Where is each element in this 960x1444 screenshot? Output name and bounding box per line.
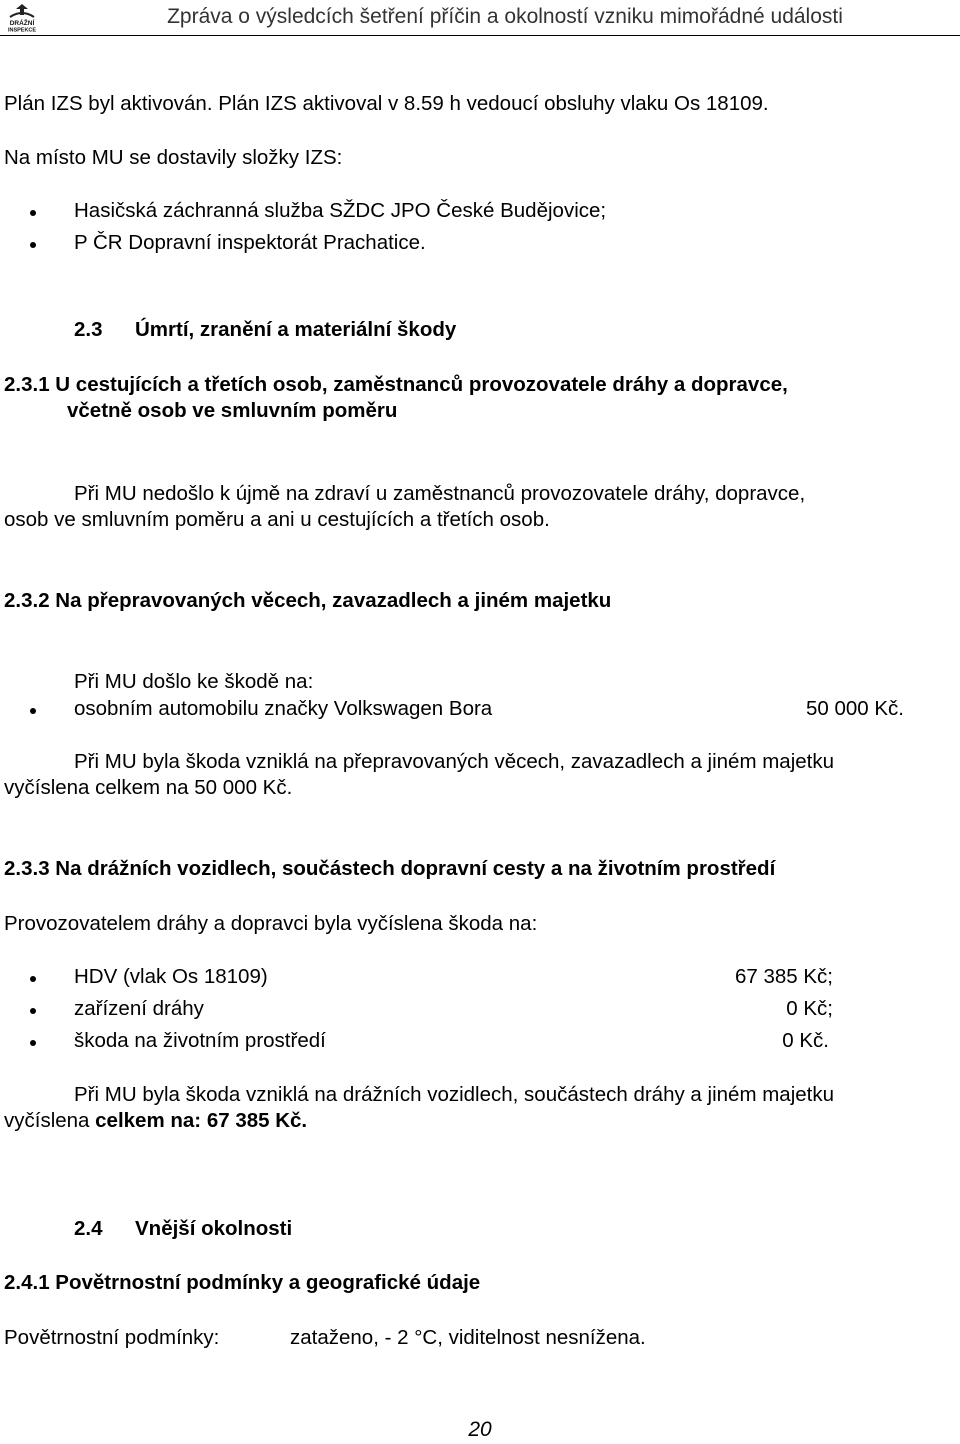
- section-2-3-1-heading-2: včetně osob ve smluvním poměru: [67, 399, 398, 422]
- para-2-prefix: vyčíslena: [4, 1109, 96, 1132]
- weather-value: zataženo, - 2 °C, viditelnost nesnížena.: [290, 1326, 646, 1349]
- intro-line-2: Na místo MU se dostavily složky IZS:: [4, 146, 343, 169]
- drazni-inspekce-logo-icon: [2, 3, 42, 33]
- logo-text-bottom: INSPEKCE: [7, 27, 37, 33]
- section-2-3-2-para-1: Při MU byla škoda vzniklá na přepravovaných věcech, zavazadlech a jiném majetku: [74, 750, 835, 773]
- bullet-icon: [30, 708, 36, 714]
- section-2-3-2-item-label: osobním automobilu značky Volkswagen Bora: [74, 697, 493, 720]
- section-2-4-number: 2.4: [74, 1217, 103, 1240]
- bullet-icon: [30, 210, 36, 216]
- damage-item-label: zařízení dráhy: [74, 997, 204, 1020]
- section-2-3-2-para-2: vyčíslena celkem na 50 000 Kč.: [4, 776, 293, 799]
- damage-item-value: 67 385 Kč;: [734, 965, 833, 988]
- section-2-3-2-heading: 2.3.2 Na přepravovaných věcech, zavazadlech a jiném majetku: [4, 589, 612, 612]
- damage-item-value: 0 Kč;: [786, 997, 833, 1020]
- intro-bullet-1: Hasičská záchranná služba SŽDC JPO České Budějovice;: [74, 199, 607, 222]
- bullet-icon: [30, 1040, 36, 1046]
- section-2-3-number: 2.3: [74, 318, 103, 341]
- page-number: 20: [468, 1418, 492, 1441]
- section-2-3-3-para-1: Při MU byla škoda vzniklá na drážních vozidlech, součástech dráhy a jiném majetku: [74, 1083, 834, 1106]
- section-2-3-1-heading-1: 2.3.1 U cestujících a třetích osob, zaměstnanců provozovatele dráhy a dopravce,: [4, 373, 788, 396]
- section-2-3-2-item-value: 50 000 Kč.: [805, 697, 904, 720]
- header-title: Zpráva o výsledcích šetření příčin a okolností vzniku mimořádné události: [167, 5, 843, 28]
- page-header: [0, 0, 960, 36]
- weather-label: Povětrnostní podmínky:: [4, 1326, 220, 1349]
- logo-text-top: DRÁŽNÍ: [9, 20, 35, 27]
- bullet-icon: [30, 976, 36, 982]
- bullet-icon: [30, 242, 36, 248]
- damage-item-label: škoda na životním prostředí: [74, 1029, 326, 1052]
- section-2-3-3-para-2: [4, 1108, 307, 1134]
- section-2-3-3-intro: Provozovatelem dráhy a dopravci byla vyčíslena škoda na:: [4, 912, 538, 935]
- damage-item-label: HDV (vlak Os 18109): [74, 965, 268, 988]
- section-2-3-2-intro: Při MU došlo ke škodě na:: [74, 670, 314, 693]
- para-2-total: celkem na: 67 385 Kč.: [95, 1109, 308, 1132]
- intro-bullet-2: P ČR Dopravní inspektorát Prachatice.: [74, 231, 426, 254]
- intro-line-1: Plán IZS byl aktivován. Plán IZS aktivoval v 8.59 h vedoucí obsluhy vlaku Os 18109.: [4, 92, 769, 115]
- section-2-4-title: Vnější okolnosti: [135, 1217, 293, 1240]
- section-2-3-title: Úmrtí, zranění a materiální škody: [135, 318, 457, 341]
- section-2-3-3-heading: 2.3.3 Na drážních vozidlech, součástech dopravní cesty a na životním prostředí: [4, 857, 776, 880]
- damage-item-value: 0 Kč.: [782, 1029, 829, 1052]
- section-2-4-1-heading: 2.4.1 Povětrnostní podmínky a geografické údaje: [4, 1271, 481, 1294]
- section-2-3-1-para-1: Při MU nedošlo k újmě na zdraví u zaměstnanců provozovatele dráhy, dopravce,: [74, 482, 806, 505]
- section-2-3-1-para-2: osob ve smluvním poměru a ani u cestujících a třetích osob.: [4, 508, 550, 531]
- bullet-icon: [30, 1008, 36, 1014]
